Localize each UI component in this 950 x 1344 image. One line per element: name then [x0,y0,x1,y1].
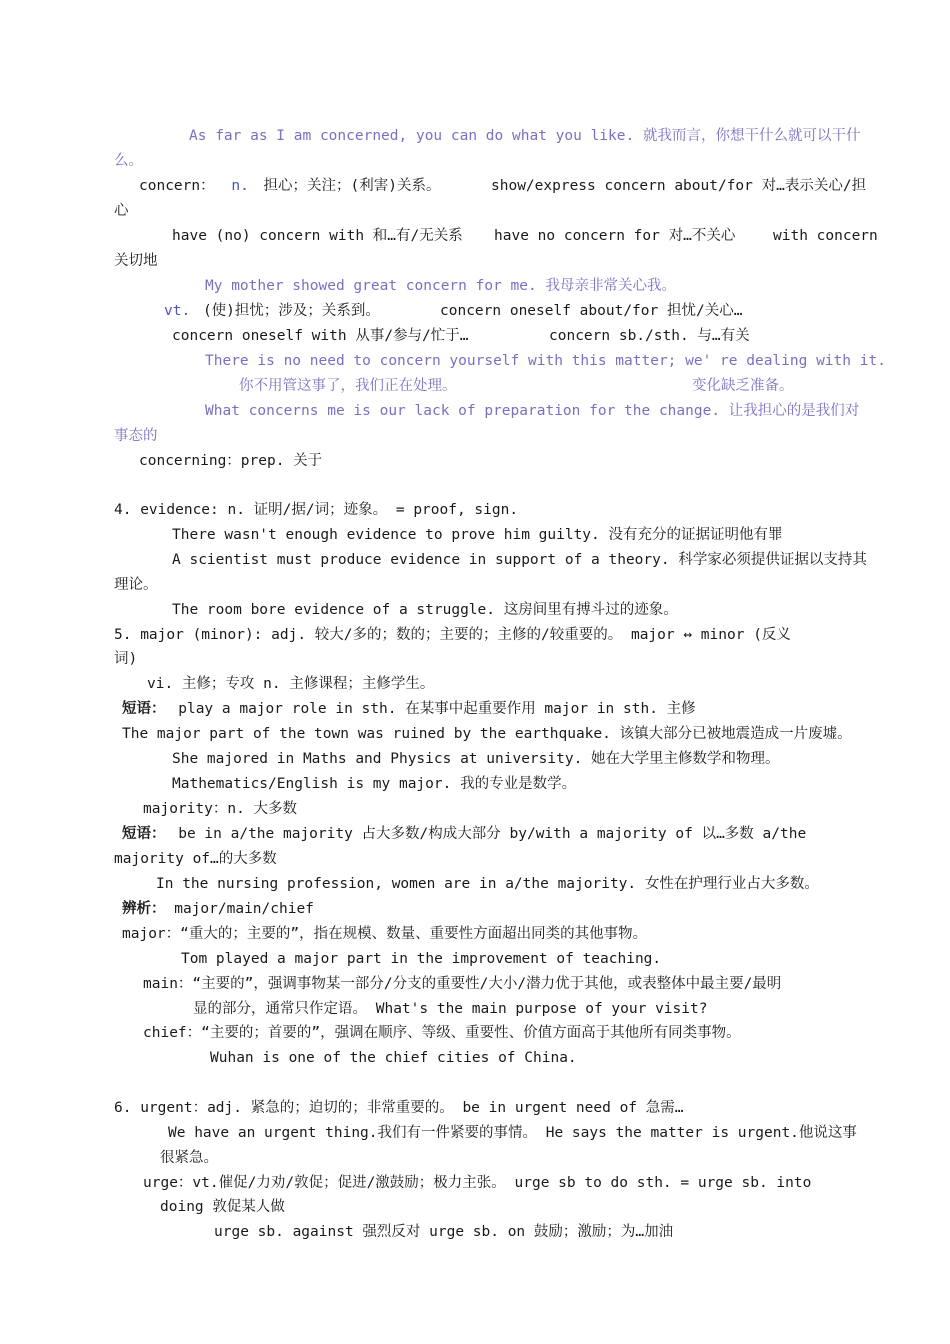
example-sentence-cont: 事态的 [114,428,158,444]
phrase-line: urge sb. against 强烈反对 urge sb. on 鼓励；激励；为…加油 [214,1224,674,1240]
phrase: concern sb./sth. 与…有关 [549,328,750,344]
pos-label: vt. [164,303,191,319]
example-sentence: In the nursing profession, women are in a/the majority. 女性在护理行业占大多数。 [156,876,819,892]
definition-line [139,177,441,195]
headword: concern： [139,178,215,194]
example-sentence: The room bore evidence of a struggle. 这房间里有搏斗过的迹象。 [172,602,678,618]
example-sentence: There wasn't enough evidence to prove him guilty. 没有充分的证据证明他有罪 [172,527,783,543]
example-sentence: The major part of the town was ruined by the earthquake. 该镇大部分已被地震造成一片废墟。 [122,726,852,742]
phrase: concern oneself with 从事/参与/忙于… [172,328,469,344]
definition-line [164,302,380,320]
phrase-cont: 心 [114,203,129,219]
phrase-line [122,825,806,843]
distinction-line [122,900,314,918]
example-sentence: A scientist must produce evidence in support of a theory. 科学家必须提供证据以支持其 [172,552,867,568]
example-sentence-cont: 么。 [114,153,143,169]
derived-word-cont: doing 敦促某人做 [160,1199,285,1215]
distinction-label: 辨析： [122,901,166,917]
distinction-definition: main：“主要的”，强调事物某一部分/分支的重要性/大小/潜力优于其他，或表整体中最主要/最明 [143,976,782,992]
distinction-definition: major：“重大的；主要的”，指在规模、数量、重要性方面超出同类的其他事物。 [122,926,648,942]
entry-heading: 5. major (minor): adj. 较大/多的；数的；主要的；主修的/较重要的。 major ↔ minor (反义 [114,627,791,643]
phrase: concern oneself about/for 担忧/关心… [440,303,743,319]
pos-label: n. [231,178,249,194]
phrase: with concern [773,228,878,244]
example-sentence: As far as I am concerned, you can do what you like. 就我而言，你想干什么就可以干什 [189,128,861,144]
derived-word: majority：n. 大多数 [143,801,298,817]
example-sentence: She majored in Maths and Physics at university. 她在大学里主修数学和物理。 [172,751,780,767]
phrase-label: 短语： [122,701,166,717]
phrase: play a major role in sth. 在某事中起重要作用 major in sth. 主修 [178,701,696,717]
example-sentence: We have an urgent thing.我们有一件紧要的事情。 He says the matter is urgent.他说这事 [168,1125,857,1141]
distinction-words: major/main/chief [174,901,314,917]
example-sentence-cont: 理论。 [114,577,158,593]
example-sentence: My mother showed great concern for me. 我母亲非常关心我。 [205,278,676,294]
phrase: have (no) concern with 和…有/无关系 [172,228,463,244]
derived-word: concerning：prep. 关于 [139,453,323,469]
example-sentence-cont: 很紧急。 [160,1150,218,1166]
phrase: have no concern for 对…不关心 [494,228,736,244]
distinction-definition-cont: 显的部分，通常只作定语。 What's the main purpose of your visit? [193,1001,708,1017]
distinction-definition: chief：“主要的；首要的”，强调在顺序、等级、重要性、价值方面高于其他所有同类事物。 [143,1025,741,1041]
phrase: show/express concern about/for 对…表示关心/担 [491,178,867,194]
definition-line: vi. 主修；专攻 n. 主修课程；主修学生。 [147,676,435,692]
phrase-cont: 关切地 [114,253,158,269]
definition: (使)担忧；涉及；关系到。 [202,303,380,319]
example-sentence: Mathematics/English is my major. 我的专业是数学。 [172,776,577,792]
phrase-label: 短语： [122,826,166,842]
example-sentence: There is no need to concern yourself with this matter; we' re dealing with it. [205,353,886,369]
entry-heading: 6. urgent：adj. 紧急的；迫切的；非常重要的。 be in urgent need of 急需… [114,1100,684,1116]
example-translation: 你不用管这事了，我们正在处理。 [239,378,457,394]
example-sentence: Tom played a major part in the improvement of teaching. [181,951,662,967]
entry-heading: 4. evidence: n. 证明/据/词；迹象。 = proof, sign. [114,502,519,518]
derived-word: urge：vt.催促/力劝/敦促；促进/激鼓励；极力主张。 urge sb to do sth. = urge sb. into [143,1175,812,1191]
entry-heading-cont: 词) [114,651,138,667]
definition: 担心；关注；(利害)关系。 [263,178,441,194]
phrase-cont: majority of…的大多数 [114,851,277,867]
example-sentence: What concerns me is our lack of preparation for the change. 让我担心的是我们对 [205,403,860,419]
phrase-line [122,700,696,718]
example-translation: 变化缺乏准备。 [692,378,794,394]
example-sentence: Wuhan is one of the chief cities of China. [210,1050,577,1066]
phrase: be in a/the majority 占大多数/构成大部分 by/with a majority of 以…多数 a/the [178,826,807,842]
